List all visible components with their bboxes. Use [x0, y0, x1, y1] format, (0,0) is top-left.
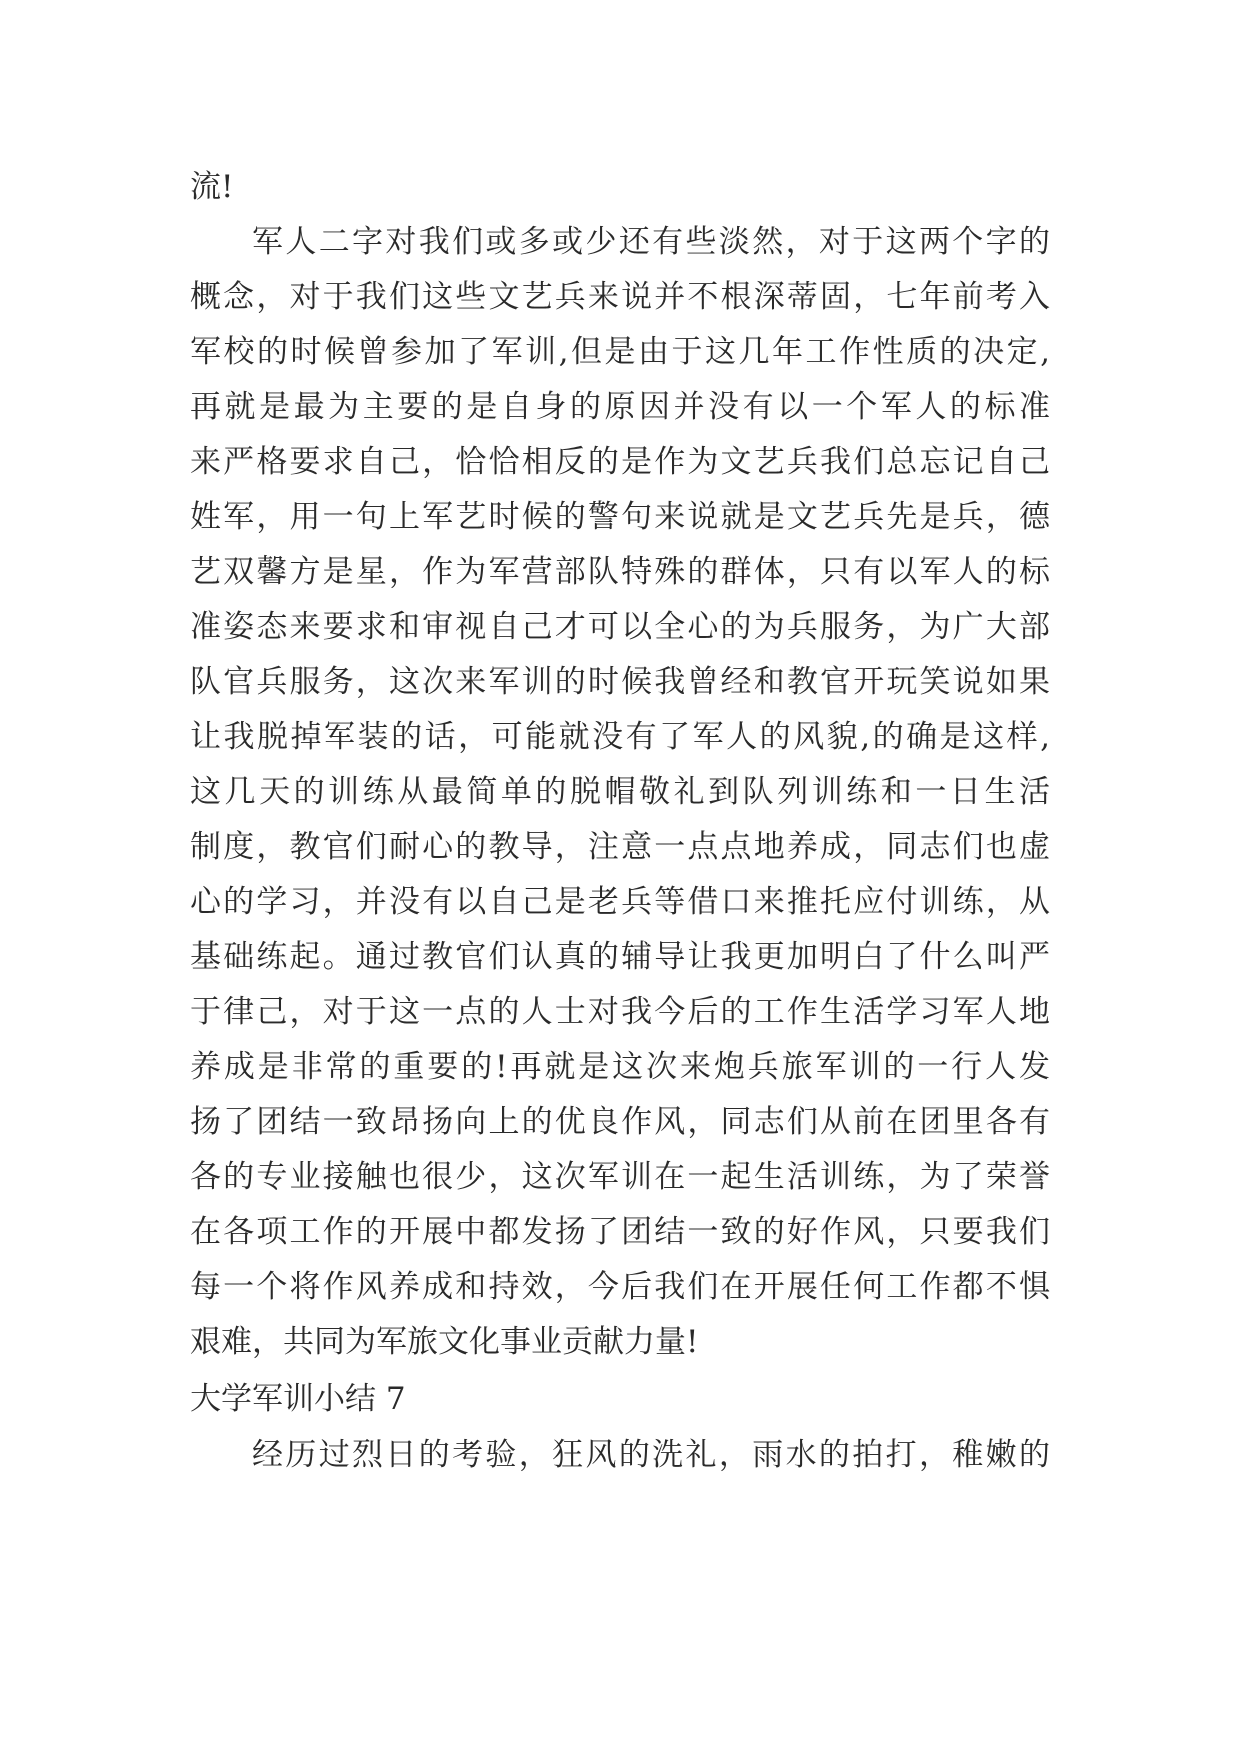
paragraph-line: 艺双馨方是星，作为军营部队特殊的群体，只有以军人的标 [190, 554, 1050, 590]
paragraph-line: 来严格要求自己，恰恰相反的是作为文艺兵我们总忘记自己 [190, 444, 1050, 480]
paragraph-line: 养成是非常的重要的!再就是这次来炮兵旅军训的一行人发 [190, 1049, 1050, 1085]
paragraph-line: 扬了团结一致昂扬向上的优良作风，同志们从前在团里各有 [190, 1104, 1050, 1140]
paragraph-line: 在各项工作的开展中都发扬了团结一致的好作风，只要我们 [190, 1214, 1050, 1250]
paragraph-line: 每一个将作风养成和持效，今后我们在开展任何工作都不惧 [190, 1269, 1050, 1305]
paragraph-line: 队官兵服务，这次来军训的时候我曾经和教官开玩笑说如果 [190, 664, 1050, 700]
paragraph-line: 艰难，共同为军旅文化事业贡献力量! [190, 1324, 699, 1360]
paragraph-line: 于律己，对于这一点的人士对我今后的工作生活学习军人地 [190, 994, 1050, 1030]
paragraph-line: 再就是最为主要的是自身的原因并没有以一个军人的标准 [190, 389, 1050, 425]
paragraph-line: 姓军，用一句上军艺时候的警句来说就是文艺兵先是兵，德 [190, 499, 1050, 535]
paragraph-line: 概念，对于我们这些文艺兵来说并不根深蒂固，七年前考入 [190, 279, 1050, 315]
paragraph-line: 准姿态来要求和审视自己才可以全心的为兵服务，为广大部 [190, 609, 1050, 645]
paragraph-line: 制度，教官们耐心的教导，注意一点点地养成，同志们也虚 [190, 829, 1050, 865]
paragraph-line: 流! [190, 169, 234, 205]
paragraph-line: 心的学习，并没有以自己是老兵等借口来推托应付训练，从 [190, 884, 1050, 920]
paragraph-line: 各的专业接触也很少，这次军训在一起生活训练，为了荣誉 [190, 1159, 1050, 1195]
paragraph-line: 让我脱掉军装的话，可能就没有了军人的风貌,的确是这样, [190, 719, 1050, 755]
paragraph-line: 军人二字对我们或多或少还有些淡然，对于这两个字的 [252, 224, 1050, 260]
paragraph-line: 这几天的训练从最简单的脱帽敬礼到队列训练和一日生活 [190, 774, 1050, 810]
document-body [190, 160, 1050, 1483]
paragraph-line: 经历过烈日的考验，狂风的洗礼，雨水的拍打，稚嫩的 [252, 1437, 1050, 1473]
section-heading: 大学军训小结 7 [190, 1381, 406, 1417]
paragraph-line: 军校的时候曾参加了军训,但是由于这几年工作性质的决定, [190, 334, 1050, 370]
paragraph-line: 基础练起。通过教官们认真的辅导让我更加明白了什么叫严 [190, 939, 1050, 975]
